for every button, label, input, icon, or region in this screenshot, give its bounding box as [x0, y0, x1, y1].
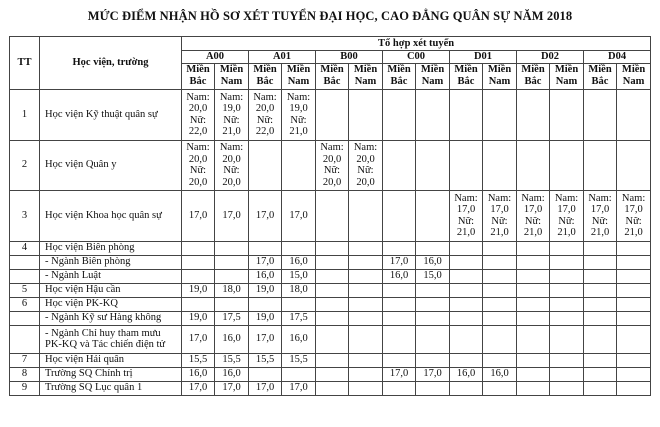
- score-value: 16,0: [222, 333, 241, 345]
- score-cell: [617, 89, 651, 140]
- school-name: Học viện Hải quân: [40, 353, 182, 367]
- score-cell: [383, 367, 416, 381]
- school-name: Học viện Quân y: [40, 140, 182, 190]
- score-cell: [483, 325, 517, 353]
- score-value: 16,0: [389, 270, 409, 282]
- score-cell: [215, 89, 249, 140]
- score-cell: [550, 269, 584, 283]
- score-cell: [349, 297, 383, 311]
- score-cell: [617, 353, 651, 367]
- score-cell: [584, 241, 617, 255]
- score-cell: [383, 241, 416, 255]
- header-block-d04: D04: [584, 51, 651, 64]
- table-row: [10, 297, 651, 311]
- score-cell: [316, 381, 349, 395]
- school-name: Học viện Hậu cần: [40, 283, 182, 297]
- score-cell: [316, 241, 349, 255]
- score-value: Nam: 20,0 Nữ: 20,0: [219, 142, 244, 188]
- score-cell: [517, 283, 550, 297]
- score-value: Nam: 19,0 Nữ: 21,0: [219, 91, 244, 137]
- score-cell: [249, 89, 282, 140]
- header-region-south: Miền Nam: [349, 63, 383, 89]
- score-cell: [383, 269, 416, 283]
- score-cell: [617, 325, 651, 353]
- header-region-north: Miền Bắc: [316, 63, 349, 89]
- score-cell: [349, 241, 383, 255]
- score-cell: [282, 325, 316, 353]
- school-name: - Ngành Kỹ sư Hàng không: [40, 311, 182, 325]
- score-cell: [316, 311, 349, 325]
- score-cell: [450, 283, 483, 297]
- school-name: Học viện Kỹ thuật quân sự: [40, 89, 182, 140]
- score-cell: [249, 140, 282, 190]
- score-cell: [517, 297, 550, 311]
- row-number: 6: [10, 297, 40, 311]
- score-value: Nam: 17,0 Nữ: 21,0: [487, 192, 512, 238]
- school-name: - Ngành Chỉ huy tham mưu PK-KQ và Tác chiến điện tử: [40, 325, 182, 353]
- score-cell: [450, 269, 483, 283]
- score-cell: [383, 353, 416, 367]
- score-value: 17,0: [222, 382, 241, 394]
- score-cell: [517, 241, 550, 255]
- score-cell: [617, 140, 651, 190]
- header-combination: Tổ hợp xét tuyển: [182, 37, 651, 51]
- score-cell: [450, 311, 483, 325]
- score-cell: [483, 367, 517, 381]
- score-cell: [517, 269, 550, 283]
- score-cell: [282, 367, 316, 381]
- table-row: [10, 381, 651, 395]
- school-name: Học viện Khoa học quân sự: [40, 190, 182, 241]
- score-cell: [349, 269, 383, 283]
- score-cell: [617, 269, 651, 283]
- score-cell: [450, 241, 483, 255]
- school-name: - Ngành Biên phòng: [40, 255, 182, 269]
- score-cell: [584, 325, 617, 353]
- score-cell: [182, 269, 215, 283]
- score-cell: [617, 297, 651, 311]
- score-cell: [450, 367, 483, 381]
- score-cell: [550, 325, 584, 353]
- score-cell: [416, 255, 450, 269]
- score-cell: [517, 311, 550, 325]
- score-value: Nam: 20,0 Nữ: 22,0: [253, 91, 277, 137]
- score-value: 17,0: [289, 209, 308, 221]
- score-cell: [383, 140, 416, 190]
- score-cell: [249, 311, 282, 325]
- score-cell: [550, 311, 584, 325]
- score-cell: [215, 381, 249, 395]
- score-cell: [215, 140, 249, 190]
- score-cell: [483, 255, 517, 269]
- score-value: 16,0: [456, 368, 476, 380]
- score-cell: [282, 311, 316, 325]
- score-cell: [517, 89, 550, 140]
- score-value: Nam: 17,0 Nữ: 21,0: [521, 192, 545, 238]
- score-cell: [316, 269, 349, 283]
- score-cell: [215, 269, 249, 283]
- score-cell: [416, 311, 450, 325]
- score-value: 17,0: [222, 209, 241, 221]
- score-cell: [182, 283, 215, 297]
- score-cell: [550, 297, 584, 311]
- row-number: 1: [10, 89, 40, 140]
- score-cell: [450, 140, 483, 190]
- score-value: 18,0: [222, 284, 241, 296]
- score-cell: [282, 89, 316, 140]
- row-number: 3: [10, 190, 40, 241]
- score-cell: [617, 190, 651, 241]
- score-cell: [316, 190, 349, 241]
- score-value: 17,0: [289, 382, 308, 394]
- score-cell: [349, 89, 383, 140]
- table-row: [10, 89, 651, 140]
- score-cell: [316, 353, 349, 367]
- score-cell: [316, 140, 349, 190]
- score-value: Nam: 17,0 Nữ: 21,0: [621, 192, 646, 238]
- score-cell: [450, 381, 483, 395]
- score-cell: [617, 283, 651, 297]
- score-cell: [416, 269, 450, 283]
- score-cell: [383, 283, 416, 297]
- score-cell: [517, 140, 550, 190]
- score-cell: [584, 381, 617, 395]
- score-value: 16,0: [423, 256, 442, 268]
- score-cell: [249, 353, 282, 367]
- score-value: 17,0: [389, 368, 409, 380]
- score-cell: [349, 190, 383, 241]
- score-cell: [182, 311, 215, 325]
- score-value: 15,5: [289, 354, 308, 366]
- score-cell: [550, 255, 584, 269]
- table-row: [10, 190, 651, 241]
- table-row: [10, 283, 651, 297]
- row-number: 2: [10, 140, 40, 190]
- score-cell: [383, 325, 416, 353]
- score-cell: [483, 311, 517, 325]
- table-row: [10, 255, 651, 269]
- score-value: 16,0: [289, 256, 308, 268]
- score-value: Nam: 17,0 Nữ: 21,0: [588, 192, 612, 238]
- row-number: 9: [10, 381, 40, 395]
- score-value: 17,0: [389, 256, 409, 268]
- score-cell: [550, 241, 584, 255]
- header-region-south: Miền Nam: [215, 63, 249, 89]
- school-name: Trường SQ Chính trị: [40, 367, 182, 381]
- score-cell: [249, 367, 282, 381]
- score-cell: [416, 325, 450, 353]
- score-cell: [584, 367, 617, 381]
- table-row: [10, 353, 651, 367]
- table-row: [10, 241, 651, 255]
- score-value: 19,0: [188, 312, 208, 324]
- score-cell: [282, 283, 316, 297]
- score-cell: [316, 367, 349, 381]
- score-cell: [483, 353, 517, 367]
- score-cell: [416, 241, 450, 255]
- score-value: 16,0: [188, 368, 208, 380]
- score-cell: [584, 255, 617, 269]
- header-region-south: Miền Nam: [483, 63, 517, 89]
- score-cell: [383, 255, 416, 269]
- score-cell: [182, 190, 215, 241]
- score-cell: [383, 381, 416, 395]
- score-cell: [282, 353, 316, 367]
- score-value: 17,5: [289, 312, 308, 324]
- header-region-south: Miền Nam: [550, 63, 584, 89]
- score-cell: [215, 241, 249, 255]
- score-cell: [416, 297, 450, 311]
- score-cell: [182, 381, 215, 395]
- score-cell: [483, 381, 517, 395]
- score-value: Nam: 20,0 Nữ: 20,0: [320, 142, 344, 188]
- score-cell: [349, 283, 383, 297]
- score-cell: [550, 190, 584, 241]
- score-cell: [617, 311, 651, 325]
- score-cell: [383, 190, 416, 241]
- score-cell: [550, 89, 584, 140]
- table-row: [10, 269, 651, 283]
- score-cell: [182, 241, 215, 255]
- score-cell: [182, 353, 215, 367]
- header-region-north: Miền Bắc: [450, 63, 483, 89]
- score-cell: [383, 89, 416, 140]
- score-cell: [383, 311, 416, 325]
- score-cell: [282, 381, 316, 395]
- score-value: Nam: 20,0 Nữ: 20,0: [186, 142, 210, 188]
- score-cell: [215, 311, 249, 325]
- score-cell: [316, 283, 349, 297]
- score-cell: [249, 381, 282, 395]
- score-cell: [617, 381, 651, 395]
- score-cell: [517, 353, 550, 367]
- score-value: Nam: 17,0 Nữ: 21,0: [454, 192, 478, 238]
- score-cell: [349, 381, 383, 395]
- score-cell: [316, 325, 349, 353]
- score-value: 15,0: [423, 270, 442, 282]
- score-cell: [349, 325, 383, 353]
- school-name: Học viện Biên phòng: [40, 241, 182, 255]
- score-cell: [316, 297, 349, 311]
- header-block-d02: D02: [517, 51, 584, 64]
- header-region-south: Miền Nam: [416, 63, 450, 89]
- score-value: Nam: 17,0 Nữ: 21,0: [554, 192, 579, 238]
- school-name: Học viện PK-KQ: [40, 297, 182, 311]
- score-value: 19,0: [255, 312, 275, 324]
- score-cell: [416, 283, 450, 297]
- score-cell: [249, 297, 282, 311]
- score-cell: [483, 269, 517, 283]
- score-cell: [584, 353, 617, 367]
- row-number: 5: [10, 283, 40, 297]
- score-cell: [483, 241, 517, 255]
- score-cell: [249, 190, 282, 241]
- header-region-north: Miền Bắc: [182, 63, 215, 89]
- score-cell: [450, 353, 483, 367]
- score-value: Nam: 19,0 Nữ: 21,0: [286, 91, 311, 137]
- score-cell: [182, 325, 215, 353]
- header-block-a01: A01: [249, 51, 316, 64]
- score-cell: [584, 297, 617, 311]
- school-name: Trường SQ Lục quân 1: [40, 381, 182, 395]
- score-cell: [215, 255, 249, 269]
- score-value: 15,5: [188, 354, 208, 366]
- score-cell: [517, 325, 550, 353]
- score-cell: [215, 353, 249, 367]
- score-cell: [316, 255, 349, 269]
- score-cell: [249, 325, 282, 353]
- score-cell: [584, 283, 617, 297]
- score-cell: [349, 255, 383, 269]
- score-cell: [282, 297, 316, 311]
- score-cell: [584, 190, 617, 241]
- header-block-b00: B00: [316, 51, 383, 64]
- table-row: [10, 140, 651, 190]
- header-region-north: Miền Bắc: [584, 63, 617, 89]
- score-cell: [450, 190, 483, 241]
- score-value: 18,0: [289, 284, 308, 296]
- score-cell: [249, 269, 282, 283]
- score-cell: [450, 325, 483, 353]
- school-name: - Ngành Luật: [40, 269, 182, 283]
- row-number: [10, 269, 40, 283]
- score-cell: [215, 367, 249, 381]
- score-value: 17,0: [188, 209, 208, 221]
- row-number: 8: [10, 367, 40, 381]
- score-cell: [182, 89, 215, 140]
- page-title: MỨC ĐIỂM NHẬN HỒ SƠ XÉT TUYỂN ĐẠI HỌC, CAO ĐẲNG QUÂN SỰ NĂM 2018: [87, 9, 573, 23]
- score-value: 17,5: [222, 312, 241, 324]
- score-cell: [182, 297, 215, 311]
- score-value: 17,0: [255, 382, 275, 394]
- row-number: [10, 325, 40, 353]
- header-block-c00: C00: [383, 51, 450, 64]
- score-value: 16,0: [289, 333, 308, 345]
- score-cell: [416, 89, 450, 140]
- score-cell: [282, 140, 316, 190]
- table-row: [10, 325, 651, 353]
- score-cell: [349, 367, 383, 381]
- score-cell: [182, 367, 215, 381]
- score-cell: [517, 255, 550, 269]
- score-value: 17,0: [423, 368, 442, 380]
- score-cell: [249, 283, 282, 297]
- score-value: 17,0: [255, 333, 275, 345]
- header-block-a00: A00: [182, 51, 249, 64]
- score-cell: [617, 367, 651, 381]
- score-cell: [416, 140, 450, 190]
- score-cell: [550, 353, 584, 367]
- score-value: 15,5: [255, 354, 275, 366]
- score-cell: [550, 140, 584, 190]
- score-value: 16,0: [255, 270, 275, 282]
- score-cell: [584, 89, 617, 140]
- score-cell: [550, 381, 584, 395]
- score-cell: [215, 283, 249, 297]
- score-cell: [316, 89, 349, 140]
- score-value: 17,0: [188, 382, 208, 394]
- score-cell: [416, 367, 450, 381]
- score-cell: [483, 297, 517, 311]
- score-cell: [182, 140, 215, 190]
- score-value: Nam: 20,0 Nữ: 22,0: [186, 91, 210, 137]
- row-number: [10, 311, 40, 325]
- score-cell: [215, 297, 249, 311]
- score-cell: [450, 89, 483, 140]
- header-region-north: Miền Bắc: [517, 63, 550, 89]
- score-cell: [249, 255, 282, 269]
- score-cell: [215, 190, 249, 241]
- header-tt: TT: [10, 37, 40, 90]
- score-cell: [416, 353, 450, 367]
- score-cell: [416, 190, 450, 241]
- score-value: 17,0: [188, 333, 208, 345]
- score-cell: [349, 311, 383, 325]
- score-cell: [483, 190, 517, 241]
- score-cell: [550, 367, 584, 381]
- admission-score-table: [9, 36, 651, 396]
- score-cell: [215, 325, 249, 353]
- header-region-north: Miền Bắc: [383, 63, 416, 89]
- score-cell: [617, 255, 651, 269]
- score-cell: [483, 140, 517, 190]
- score-value: 15,5: [222, 354, 241, 366]
- score-cell: [483, 283, 517, 297]
- table-row: [10, 367, 651, 381]
- score-cell: [584, 140, 617, 190]
- header-block-d01: D01: [450, 51, 517, 64]
- score-cell: [282, 269, 316, 283]
- score-cell: [584, 269, 617, 283]
- header-region-south: Miền Nam: [282, 63, 316, 89]
- score-cell: [182, 255, 215, 269]
- header-school: Học viện, trường: [40, 37, 182, 90]
- score-value: 17,0: [255, 209, 275, 221]
- score-cell: [517, 367, 550, 381]
- score-cell: [249, 241, 282, 255]
- row-number: 7: [10, 353, 40, 367]
- score-cell: [584, 311, 617, 325]
- score-cell: [282, 255, 316, 269]
- header-region-south: Miền Nam: [617, 63, 651, 89]
- score-cell: [282, 190, 316, 241]
- score-cell: [617, 241, 651, 255]
- score-cell: [383, 297, 416, 311]
- score-cell: [483, 89, 517, 140]
- score-cell: [349, 353, 383, 367]
- score-cell: [450, 255, 483, 269]
- score-value: 16,0: [490, 368, 509, 380]
- score-value: 17,0: [255, 256, 275, 268]
- row-number: [10, 255, 40, 269]
- score-value: Nam: 20,0 Nữ: 20,0: [353, 142, 378, 188]
- row-number: 4: [10, 241, 40, 255]
- score-cell: [416, 381, 450, 395]
- header-region-north: Miền Bắc: [249, 63, 282, 89]
- score-cell: [450, 297, 483, 311]
- score-cell: [282, 241, 316, 255]
- score-cell: [517, 190, 550, 241]
- score-value: 19,0: [255, 284, 275, 296]
- score-cell: [517, 381, 550, 395]
- table-row: [10, 311, 651, 325]
- score-value: 15,0: [289, 270, 308, 282]
- score-value: 19,0: [188, 284, 208, 296]
- score-value: 16,0: [222, 368, 241, 380]
- score-cell: [349, 140, 383, 190]
- score-cell: [550, 283, 584, 297]
